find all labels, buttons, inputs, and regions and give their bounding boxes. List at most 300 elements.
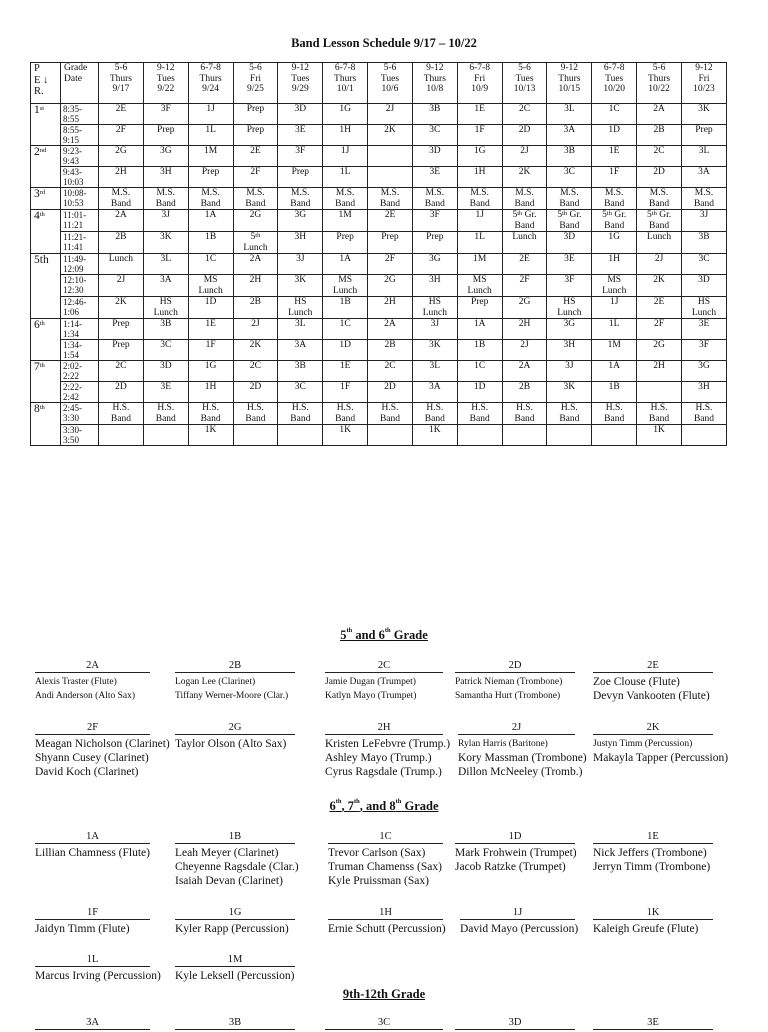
cell-line: Band [604,413,625,424]
cell-line: 2F [384,254,395,264]
group-member: Ernie Schutt (Percussion) [328,923,446,935]
cell-line: Lunch [288,307,313,318]
group-code-label: 1A [86,831,99,842]
cell-line: 2C [653,146,665,156]
schedule-cell [368,361,413,382]
schedule-cell [323,382,368,403]
schedule-cell [547,361,592,382]
cell-line: 3A [294,340,307,350]
time-line: 10:03 [63,177,84,187]
schedule-row [31,297,727,319]
schedule-cell [637,425,682,446]
schedule-cell [233,382,278,403]
lesson-group [175,1016,295,1032]
cell-line: 1L [339,167,351,177]
time-line: 8:55- [63,125,82,135]
cell-line: Band [424,198,445,209]
cell-line: 3E [429,167,441,177]
group-member: Devyn Vankooten (Flute) [593,690,710,702]
schedule-cell [99,275,144,297]
cell-line: HS [697,297,711,307]
cell-line: 2C [115,361,127,371]
group-member: Samantha Hurt (Trombone) [455,691,561,701]
schedule-cell [592,340,637,361]
schedule-cell [188,125,233,146]
cell-line: Band [514,413,535,424]
period-number: 1 [34,104,40,116]
group-code [35,659,150,673]
schedule-cell [681,297,726,319]
column-header-day: Thurs [334,73,357,84]
group-code [175,953,295,967]
period-header [31,63,61,104]
period-suffix: th [39,362,45,369]
schedule-row [31,275,727,297]
time-cell [61,232,99,254]
time-line: 9:15 [63,135,80,145]
schedule-cell [278,275,323,297]
cell-line: M.S. [246,188,265,198]
cell-line: Band [245,413,266,424]
period-number: 6 [34,319,40,331]
schedule-cell [188,340,233,361]
group-member: Meagan Nicholson (Clarinet) [35,738,170,750]
cell-line: 3B [563,146,575,156]
schedule-cell [368,340,413,361]
group-code [593,659,713,673]
cell-line: 2F [654,319,665,329]
period-cell [31,254,61,319]
cell-line: 2K [653,275,665,285]
cell-line: 3L [295,319,306,329]
schedule-cell [143,425,188,446]
schedule-cell [681,232,726,254]
schedule-cell [457,425,502,446]
column-header-date: 9/29 [291,84,309,94]
cell-line: H.S. [247,403,264,413]
group-member: Jerryn Timm (Trombone) [593,861,711,873]
schedule-cell [278,361,323,382]
group-member: Jamie Dugan (Trumpet) [325,677,416,687]
group-code [175,1016,295,1030]
schedule-cell [143,254,188,275]
schedule-cell [502,125,547,146]
cell-line: H.S. [112,403,130,413]
schedule-cell [637,403,682,425]
group-code-label: 2H [377,722,391,733]
schedule-cell [457,104,502,125]
column-header [368,63,413,104]
group-code [460,906,575,920]
period-suffix: nd [39,147,47,154]
schedule-cell [637,361,682,382]
schedule-cell [99,210,144,232]
lesson-group [328,830,443,888]
group-code [175,830,295,844]
cell-line: 2D [249,382,262,392]
cell-line: 2E [115,104,127,114]
cell-line: H.S. [336,403,354,413]
schedule-cell [592,167,637,188]
cell-line: M.S. [335,188,355,198]
schedule-cell [502,254,547,275]
schedule-row [31,146,727,167]
cell-line: 3F [295,146,306,156]
group-member: Makayla Tapper (Percussion) [593,752,729,764]
schedule-cell [681,340,726,361]
cell-line: H.S. [471,403,489,413]
schedule-cell [143,167,188,188]
schedule-cell [99,167,144,188]
cell-line: 1H [204,382,217,392]
cell-line: 3J [430,319,440,329]
period-number: 8 [34,403,40,415]
schedule-row [31,254,727,275]
group-code [455,1016,575,1030]
column-header-grade: 6-7-8 [334,63,356,73]
schedule-cell [278,403,323,425]
cell-line: Band [559,413,580,424]
cell-line: 3D [429,146,441,156]
group-code-label: 3A [86,1017,99,1028]
cell-line: Band [514,198,535,209]
schedule-cell [592,104,637,125]
column-header-grade: 5-6 [383,63,397,73]
cell-line: 1M [204,146,218,156]
column-header-date: 10/20 [603,84,626,94]
schedule-cell [323,319,368,340]
schedule-cell [233,104,278,125]
schedule-cell [143,340,188,361]
column-header-grade: 5-6 [114,63,128,73]
schedule-cell [412,146,457,167]
cell-line: 3C [698,254,710,264]
column-header-day: Thurs [558,73,581,84]
lesson-group [175,953,295,983]
lesson-group [593,906,713,936]
cell-line: Band [649,220,670,231]
period-header-line: E ↓ [34,74,49,86]
group-code [325,659,443,673]
cell-line: MS [338,275,352,285]
time-line: 12:46- [63,297,87,307]
schedule-cell [592,275,637,297]
schedule-cell [233,340,278,361]
cell-line: 1M [473,254,487,264]
group-code [455,830,575,844]
group-member: Shyann Cusey (Clarinet) [35,752,149,764]
cell-line: 3F [564,275,575,285]
column-header [143,63,188,104]
group-member: Trevor Carlson (Sax) [328,847,426,859]
column-header-grade: 5-6 [249,63,262,73]
schedule-cell [188,319,233,340]
schedule-cell [323,232,368,254]
schedule-cell [233,319,278,340]
time-line: 2:22- [63,382,82,392]
schedule-cell [592,210,637,232]
cell-line: 1J [340,146,350,156]
time-line: 10:53 [63,198,84,208]
cell-line: 1E [474,104,485,114]
schedule-cell [547,125,592,146]
group-member: Justyn Timm (Percussion) [593,739,693,749]
cell-line: 2H [115,167,127,177]
group-member: Rylan Harris (Baritone) [458,739,548,749]
group-code-label: 2D [508,660,522,671]
cell-line: 3K [429,340,441,350]
lesson-group [593,721,729,765]
schedule-cell [592,254,637,275]
group-code [35,953,150,967]
cell-line: 2J [251,319,260,329]
cell-line: Band [514,220,535,231]
schedule-cell [412,403,457,425]
group-code [175,906,295,920]
schedule-cell [323,425,368,446]
schedule-cell [368,188,413,210]
cell-line: MS [472,275,487,285]
cell-line: 3A [563,125,576,135]
schedule-cell [368,146,413,167]
cell-line: Lunch [422,307,447,318]
period-number: 7 [34,361,40,373]
schedule-row [31,403,727,425]
group-member: Kyle Pruissman (Sax) [328,875,429,887]
schedule-cell [368,275,413,297]
cell-line: 2J [385,104,395,114]
cell-line: 3E [295,125,306,135]
time-line: 1:06 [63,307,80,317]
schedule-row [31,232,727,254]
period-cell [31,319,61,361]
column-header-day: Tues [605,73,624,84]
cell-line: 2F [250,167,261,177]
column-header-date: 10/9 [471,84,489,94]
cell-line: 2H [384,297,396,307]
schedule-cell [547,297,592,319]
group-code-label: 2G [228,722,242,733]
group-code-label: 2F [86,722,99,733]
schedule-cell [637,340,682,361]
group-member: Nick Jeffers (Trombone) [593,847,707,859]
schedule-cell [547,146,592,167]
cell-line: 3F [160,104,171,114]
schedule-cell [457,125,502,146]
group-code-label: 2K [646,722,660,733]
cell-line: 3J [296,254,305,264]
period-cell [31,104,61,146]
cell-line: 1L [205,125,216,135]
schedule-cell [502,167,547,188]
period-header-line: R. [34,86,44,97]
schedule-cell [502,425,547,446]
cell-line: 1C [339,319,351,329]
time-line: 11:01- [63,210,87,220]
schedule-cell [233,254,278,275]
cell-line: Band [693,198,715,209]
group-code-label: 1E [647,831,659,842]
schedule-cell [681,254,726,275]
cell-line: 2D [115,382,127,392]
group-code [458,721,575,735]
cell-line: 3K [159,232,172,242]
column-header-date: 10/8 [426,84,444,94]
header-row [31,63,727,104]
schedule-cell [457,297,502,319]
cell-line: Band [559,220,580,231]
schedule-cell [502,146,547,167]
group-code-label: 1D [508,831,522,842]
cell-line: 2G [384,275,396,285]
schedule-cell [457,382,502,403]
cell-line: Prep [112,319,130,329]
period-number: 5th [34,254,49,266]
schedule-cell [278,340,323,361]
time-cell [61,382,99,403]
schedule-cell [502,361,547,382]
group-code-label: 2E [647,660,659,671]
cell-line: Lunch [646,232,672,242]
period-header-line: P [34,63,40,74]
group-member: Kaleigh Greufe (Flute) [593,923,699,935]
schedule-cell [278,104,323,125]
cell-line: 2B [384,340,396,350]
column-header-day: Tues [515,73,534,84]
group-code [35,721,150,735]
section-heading-9-12: 9th-12th Grade [342,987,426,1001]
column-header [502,63,547,104]
time-cell [61,425,99,446]
cell-line: 2J [520,340,529,350]
cell-line: Lunch [467,285,492,296]
cell-line: 3B [160,319,172,329]
schedule-cell [457,361,502,382]
cell-line: 3J [565,361,574,371]
cell-line: 3G [159,146,172,156]
cell-line: 3D [698,275,710,285]
grade-label: Grade [64,63,88,73]
cell-line: 2G [653,340,665,350]
schedule-cell [368,297,413,319]
cell-line: 1B [339,297,351,307]
cell-line: 3E [160,382,172,392]
ordinal-suffix: th [606,210,612,217]
lesson-group [455,830,575,874]
cell-line: 3K [294,275,307,285]
cell-line: MS [203,275,218,285]
schedule-cell [681,210,726,232]
column-header-grade: 9-12 [560,63,579,73]
column-header-day: Fri [249,73,261,84]
schedule-cell [143,232,188,254]
schedule-cell [412,232,457,254]
time-cell [61,210,99,232]
cell-line: 1C [474,361,486,371]
group-code-label: 1L [86,954,99,965]
cell-line: Band [335,413,356,424]
cell-line: 1H [473,167,486,177]
period-suffix: th [39,320,45,327]
group-code-label: 1G [228,907,242,918]
schedule-cell [99,104,144,125]
cell-line: Lunch [108,254,134,264]
schedule-cell [681,361,726,382]
column-header-day: Thurs [423,73,446,84]
schedule-cell [99,297,144,319]
schedule-cell [547,104,592,125]
schedule-cell [323,188,368,210]
schedule-cell [143,146,188,167]
schedule-cell [323,403,368,425]
cell-line: H.S. [381,403,399,413]
time-line: 8:35- [63,104,82,114]
cell-line: 1L [608,319,620,329]
schedule-cell [637,232,682,254]
schedule-cell [412,188,457,210]
cell-line: Lunch [691,307,717,318]
time-line: 2:22 [63,371,80,381]
schedule-cell [592,188,637,210]
cell-line: 3K [698,104,710,114]
cell-line: M.S. [649,188,669,198]
section-heading-5-6: 5th and 6th Grade [340,627,428,642]
schedule-cell [99,125,144,146]
column-header-day: Thurs [647,73,671,84]
cell-line: Lunch [243,242,268,253]
cell-line: 2K [384,125,396,135]
cell-line: 1B [608,382,620,392]
group-code-label: 2A [86,660,99,671]
cell-line: H.S. [695,403,713,413]
schedule-cell [188,297,233,319]
cell-line: M.S. [515,188,534,198]
group-member: Zoe Clouse (Flute) [593,676,680,688]
schedule-cell [547,210,592,232]
cell-line: H.S. [426,403,444,413]
column-header [188,63,233,104]
date-label: Date [64,73,82,84]
schedule-cell [637,125,682,146]
schedule-cell [368,382,413,403]
period-suffix: th [39,211,45,218]
cell-line: Band [155,198,176,209]
cell-line: H.S. [291,403,309,413]
schedule-cell [502,232,547,254]
cell-line: Band [110,413,131,424]
schedule-cell [368,210,413,232]
document-title: Band Lesson Schedule 9/17 – 10/22 [291,36,477,50]
group-code-label: 3E [647,1017,659,1028]
cell-line: Prep [381,232,399,242]
cell-line: 1G [339,104,351,114]
cell-line: M.S. [560,188,579,198]
cell-line: 1A [608,361,621,371]
cell-line: 5th Gr. [512,210,537,220]
schedule-cell [143,210,188,232]
time-cell [61,319,99,340]
schedule-cell [502,210,547,232]
cell-line: 2E [250,146,261,156]
schedule-cell [323,275,368,297]
cell-line: HS [159,297,172,307]
cell-line: Prep [470,297,489,307]
column-header-date: 10/15 [558,84,581,94]
cell-line: 3H [159,167,172,177]
cell-line: 1J [206,104,215,114]
cell-line: 1E [205,319,216,329]
lesson-group [325,1016,443,1032]
